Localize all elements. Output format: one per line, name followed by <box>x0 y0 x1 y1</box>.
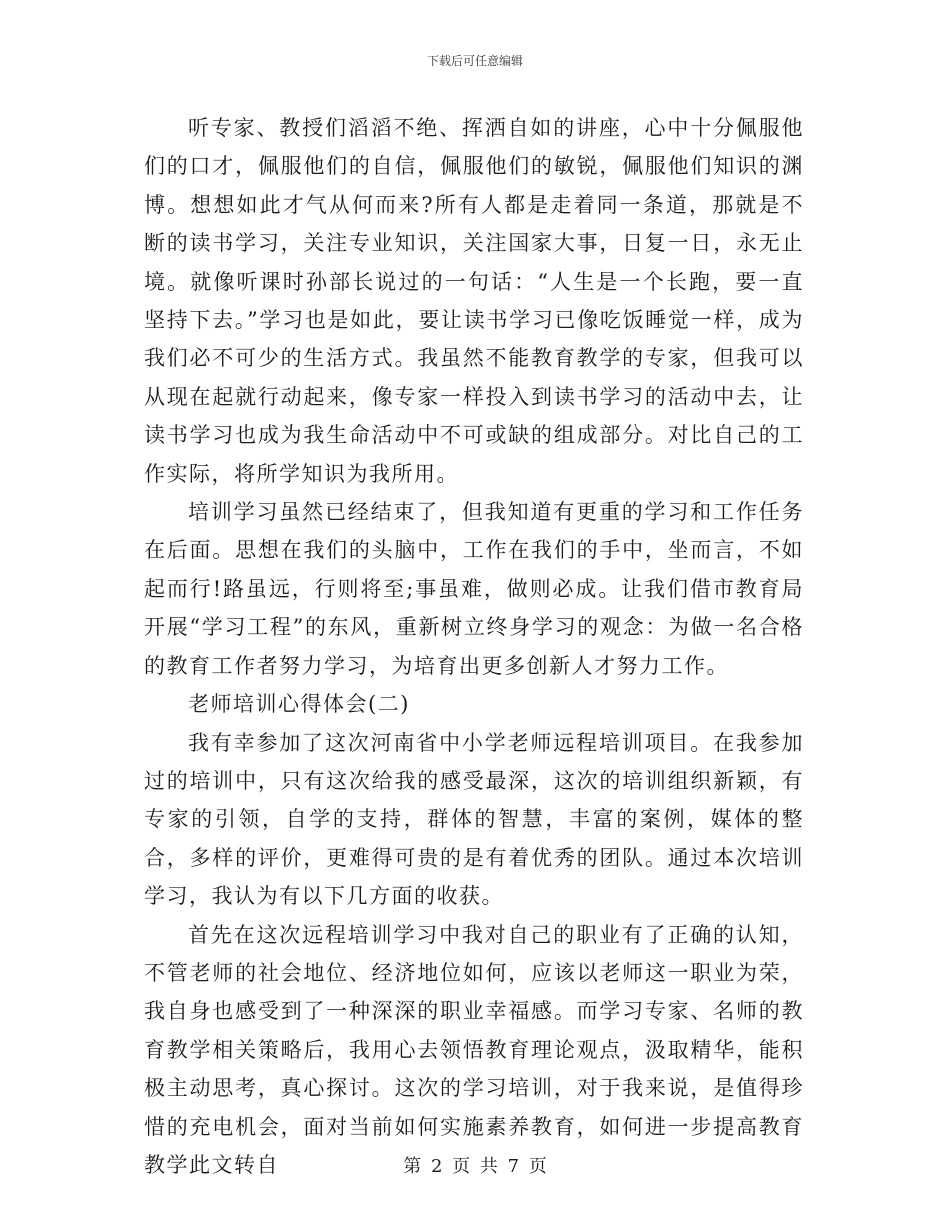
document-body <box>144 109 804 1184</box>
page-number: 第 2 页 共 7 页 <box>403 1156 547 1177</box>
body-paragraph: 培训学习虽然已经结束了，但我知道有更重的学习和工作任务在后面。思想在我们的头脑中，工作在我们的手中，坐而言，不如起而行!路虽远，行则将至;事虽难，做则必成。让我们借市教育局开展“学习工程”的东风，重新树立终身学习的观念：为做一名合格的教育工作者努力学习，为培育出更多创新人才努力工作。 <box>144 500 804 678</box>
body-paragraph: 我有幸参加了这次河南省中小学老师远程培训项目。在我参加过的培训中，只有这次给我的感受最深，这次的培训组织新颖，有专家的引领，自学的支持，群体的智慧，丰富的案例，媒体的整合，多样的评价，更难得可贵的是有着优秀的团队。通过本次培训学习，我认为有以下几方面的收获。 <box>144 730 804 909</box>
body-paragraph: 听专家、教授们滔滔不绝、挥洒自如的讲座，心中十分佩服他们的口才，佩服他们的自信，佩服他们的敏锐，佩服他们知识的渊博。想想如此才气从何而来?所有人都是走着同一条道，那就是不断的读书学习，关注专业知识，关注国家大事，日复一日，永无止境。就像听课时孙部长说过的一句话：“人生是一个长跑，要一直坚持下去。”学习也是如此，要让读书学习已像吃饭睡觉一样，成为我们必不可少的生活方式。我虽然不能教育教学的专家，但我可以从现在起就行动起来，像专家一样投入到读书学习的活动中去，让读书学习也成为我生命活动中不可或缺的组成部分。对比自己的工作实际，将所学知识为我所用。 <box>144 116 804 486</box>
body-paragraph: 首先在这次远程培训学习中我对自己的职业有了正确的认知，不管老师的社会地位、经济地位如何，应该以老师这一职业为荣，我自身也感受到了一种深深的职业幸福感。而学习专家、名师的教育教学相关策略后，我用心去领悟教育理论观点，汲取精华，能积极主动思考，真心探讨。这次的学习培训，对于我来说，是值得珍惜的充电机会，面对当前如何实施素养教育，如何进一步提高教育教学此文转自 <box>144 922 804 1177</box>
section-title: 老师培训心得体会(二) <box>188 692 410 717</box>
page-header: 下载后可任意编辑 <box>426 54 523 68</box>
